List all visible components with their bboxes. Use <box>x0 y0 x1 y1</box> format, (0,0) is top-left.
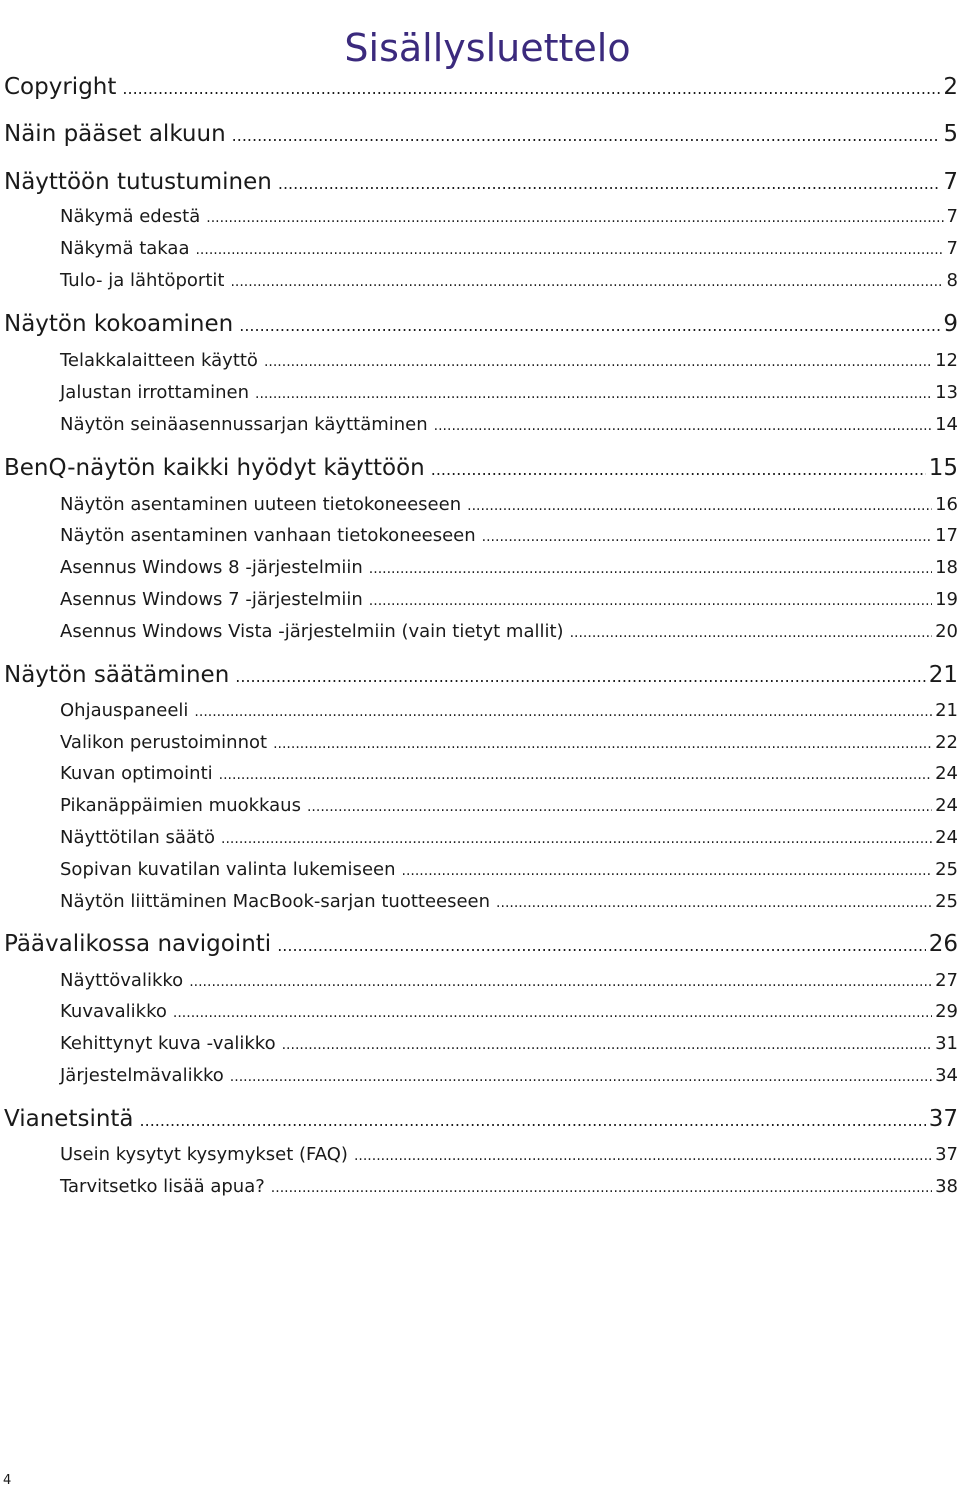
toc-entry-page: 25 <box>935 891 958 912</box>
toc-entry[interactable] <box>60 793 958 820</box>
toc-entry[interactable] <box>60 236 958 263</box>
dot-leader <box>122 72 940 104</box>
dot-leader <box>140 1104 926 1136</box>
dot-leader <box>232 119 941 151</box>
toc-entry[interactable] <box>60 348 958 375</box>
toc-entry[interactable] <box>60 587 958 614</box>
toc-entry-page: 24 <box>935 827 958 848</box>
dot-leader <box>434 412 932 439</box>
toc-entry-page: 24 <box>935 795 958 816</box>
toc-entry[interactable] <box>60 1031 958 1058</box>
dot-leader <box>195 236 943 263</box>
dot-leader <box>230 268 943 295</box>
toc-entry[interactable] <box>60 1063 958 1090</box>
toc-entry-label: Näytön kokoaminen <box>4 311 234 337</box>
toc-entry-page: 9 <box>943 311 958 337</box>
toc-entry[interactable] <box>4 119 958 151</box>
dot-leader <box>189 968 932 995</box>
toc-entry[interactable] <box>4 453 958 485</box>
toc-entry-page: 31 <box>935 1033 958 1054</box>
toc-entry[interactable] <box>60 380 958 407</box>
toc-entry-label: Näyttövalikko <box>60 970 184 991</box>
toc-entry-page: 2 <box>943 74 958 100</box>
toc-entry-page: 7 <box>943 169 958 195</box>
toc-entry-page: 24 <box>935 763 958 784</box>
dot-leader <box>277 929 926 961</box>
dot-leader <box>402 857 933 884</box>
toc-entry-page: 34 <box>935 1065 958 1086</box>
dot-leader <box>282 1031 932 1058</box>
toc-entry-label: Telakkalaitteen käyttö <box>60 350 258 371</box>
toc-entry[interactable] <box>60 857 958 884</box>
dot-leader <box>369 555 932 582</box>
toc-entry-label: Asennus Windows 8 -järjestelmiin <box>60 557 363 578</box>
dot-leader <box>235 660 925 692</box>
page-title: Sisällysluettelo <box>344 26 631 71</box>
toc-entry[interactable] <box>4 660 958 692</box>
toc-entry[interactable] <box>60 412 958 439</box>
toc-entry[interactable] <box>60 889 958 916</box>
toc-entry[interactable] <box>60 730 958 757</box>
toc-entry-page: 37 <box>935 1144 958 1165</box>
toc-entry-page: 21 <box>928 662 958 688</box>
toc-entry[interactable] <box>60 204 958 231</box>
dot-leader <box>570 619 933 646</box>
toc-entry-label: Näyttöön tutustuminen <box>4 169 272 195</box>
toc-entry-page: 15 <box>928 455 958 481</box>
toc-entry[interactable] <box>60 1174 958 1201</box>
toc-entry[interactable] <box>4 309 958 341</box>
toc-entry[interactable] <box>60 523 958 550</box>
toc-entry-label: Asennus Windows 7 -järjestelmiin <box>60 589 363 610</box>
dot-leader <box>239 309 940 341</box>
toc-entry-label: Näytön säätäminen <box>4 662 230 688</box>
toc-entry-page: 19 <box>935 589 958 610</box>
dot-leader <box>369 587 932 614</box>
toc-entry[interactable] <box>60 761 958 788</box>
toc-entry-label: Tulo- ja lähtöportit <box>60 270 225 291</box>
dot-leader <box>255 380 932 407</box>
toc-entry-page: 12 <box>935 350 958 371</box>
toc-entry-page: 8 <box>946 270 958 291</box>
toc-entry-page: 26 <box>928 931 958 957</box>
dot-leader <box>221 825 932 852</box>
toc-entry-page: 27 <box>935 970 958 991</box>
toc-entry-page: 25 <box>935 859 958 880</box>
dot-leader <box>278 167 941 199</box>
dot-leader <box>482 523 932 550</box>
toc-entry[interactable] <box>60 555 958 582</box>
toc-entry-label: Asennus Windows Vista -järjestelmiin (vain tietyt mallit) <box>60 621 564 642</box>
toc-entry-page: 7 <box>946 238 958 259</box>
toc-entry-label: Näkymä takaa <box>60 238 190 259</box>
toc-entry-label: Usein kysytyt kysymykset (FAQ) <box>60 1144 348 1165</box>
dot-leader <box>354 1142 932 1169</box>
toc-entry-label: Näytön liittäminen MacBook-sarjan tuotteeseen <box>60 891 491 912</box>
toc-entry-label: Tarvitsetko lisää apua? <box>60 1176 265 1197</box>
toc-entry-label: Kuvan optimointi <box>60 763 213 784</box>
toc-entry-page: 13 <box>935 382 958 403</box>
toc-entry-label: Kuvavalikko <box>60 1001 167 1022</box>
dot-leader <box>307 793 932 820</box>
toc-entry-page: 17 <box>935 525 958 546</box>
toc-entry-label: Copyright <box>4 74 117 100</box>
toc-entry-page: 22 <box>935 732 958 753</box>
toc-entry-page: 29 <box>935 1001 958 1022</box>
toc-entry-label: Päävalikossa navigointi <box>4 931 272 957</box>
page-number: 4 <box>3 1473 12 1488</box>
toc-entry-page: 14 <box>935 414 958 435</box>
toc-entry[interactable] <box>60 619 958 646</box>
toc-entry[interactable] <box>4 167 958 199</box>
toc-entry[interactable] <box>60 698 958 725</box>
toc-entry-label: Näytön seinäasennussarjan käyttäminen <box>60 414 428 435</box>
toc-entry-label: Vianetsintä <box>4 1106 134 1132</box>
toc-entry-label: Kehittynyt kuva -valikko <box>60 1033 276 1054</box>
toc-entry-label: BenQ-näytön kaikki hyödyt käyttöön <box>4 455 425 481</box>
dot-leader <box>230 1063 932 1090</box>
toc-entry-label: Järjestelmävalikko <box>60 1065 224 1086</box>
dot-leader <box>271 1174 932 1201</box>
dot-leader <box>496 889 932 916</box>
toc-entry-page: 37 <box>928 1106 958 1132</box>
dot-leader <box>219 761 932 788</box>
toc-entry[interactable] <box>60 1142 958 1169</box>
toc-entry-label: Pikanäppäimien muokkaus <box>60 795 301 816</box>
toc-entry[interactable] <box>60 968 958 995</box>
toc-entry-label: Jalustan irrottaminen <box>60 382 250 403</box>
toc-entry-label: Sopivan kuvatilan valinta lukemiseen <box>60 859 396 880</box>
toc-entry[interactable] <box>4 929 958 961</box>
toc-entry-label: Valikon perustoiminnot <box>60 732 268 753</box>
toc-entry-label: Näyttötilan säätö <box>60 827 216 848</box>
dot-leader <box>431 453 926 485</box>
dot-leader <box>264 348 932 375</box>
toc-entry-page: 21 <box>935 700 958 721</box>
dot-leader <box>206 204 943 231</box>
toc-entry-label: Näytön asentaminen uuteen tietokoneeseen <box>60 494 462 515</box>
toc-entry[interactable] <box>60 999 958 1026</box>
dot-leader <box>273 730 932 757</box>
toc-entry-label: Näin pääset alkuun <box>4 121 226 147</box>
dot-leader <box>467 492 932 519</box>
toc-entry-label: Näytön asentaminen vanhaan tietokoneeseen <box>60 525 476 546</box>
toc-entry-page: 16 <box>935 494 958 515</box>
dot-leader <box>194 698 932 725</box>
toc-entry-page: 20 <box>935 621 958 642</box>
toc-entry[interactable] <box>4 1104 958 1136</box>
toc-entry-label: Näkymä edestä <box>60 206 201 227</box>
toc-entry-page: 38 <box>935 1176 958 1197</box>
dot-leader <box>173 999 932 1026</box>
toc-entry-page: 7 <box>946 206 958 227</box>
toc-entry[interactable] <box>60 268 958 295</box>
toc-entry[interactable] <box>4 72 958 104</box>
toc-entry-page: 18 <box>935 557 958 578</box>
toc-entry-label: Ohjauspaneeli <box>60 700 189 721</box>
toc-entry-page: 5 <box>943 121 958 147</box>
toc-entry[interactable] <box>60 492 958 519</box>
toc-entry[interactable] <box>60 825 958 852</box>
